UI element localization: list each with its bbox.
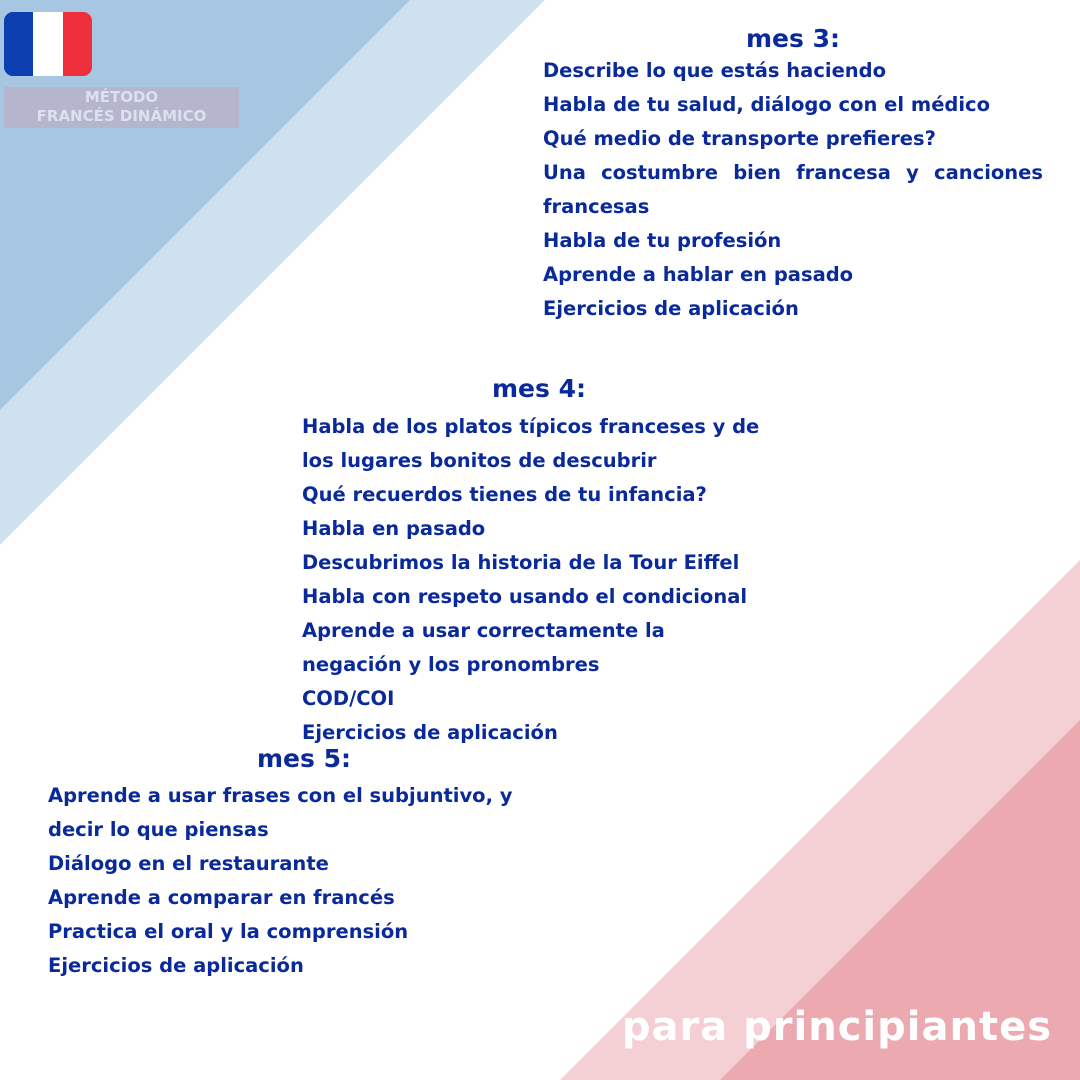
list-item: Aprende a usar frases con el subjuntivo, y decir lo que piensas (48, 784, 513, 841)
list-item: Diálogo en el restaurante (48, 852, 329, 875)
list-item: Ejercicios de aplicación (302, 721, 558, 744)
list-item: Aprende a comparar en francés (48, 886, 395, 909)
list-item: Qué medio de transporte prefieres? (543, 127, 936, 150)
brand-line-2: FRANCÉS DINÁMICO (36, 107, 207, 125)
month-4-list (302, 410, 782, 750)
list-item: Una costumbre bien francesa y canciones francesas (543, 161, 1043, 218)
list-item: Descubrimos la historia de la Tour Eiffel (302, 551, 740, 574)
list-item: Habla de los platos típicos franceses y de los lugares bonitos de descubrir (302, 415, 760, 472)
brand-line-1: MÉTODO (84, 88, 159, 106)
list-item: Ejercicios de aplicación (48, 954, 304, 977)
list-item: Describe lo que estás haciendo (543, 59, 887, 82)
month-5-list (48, 779, 543, 983)
brand-label (4, 87, 239, 128)
tagline: para principiantes (621, 1004, 1052, 1050)
month-3-list (543, 54, 1043, 326)
list-item: Ejercicios de aplicación (543, 297, 799, 320)
french-flag-icon (4, 12, 92, 76)
month-5-title: mes 5: (257, 744, 351, 773)
list-item: Aprende a hablar en pasado (543, 263, 854, 286)
list-item: Habla de tu salud, diálogo con el médico (543, 93, 991, 116)
list-item: Habla en pasado (302, 517, 486, 540)
list-item: Practica el oral y la comprensión (48, 920, 409, 943)
list-item: Qué recuerdos tienes de tu infancia? (302, 483, 707, 506)
list-item: Aprende a usar correctamente la negación y los pronombres COD/COI (302, 619, 665, 710)
month-4-title: mes 4: (492, 374, 586, 403)
list-item: Habla con respeto usando el condicional (302, 585, 748, 608)
list-item: Habla de tu profesión (543, 229, 782, 252)
month-3-title: mes 3: (746, 24, 840, 53)
